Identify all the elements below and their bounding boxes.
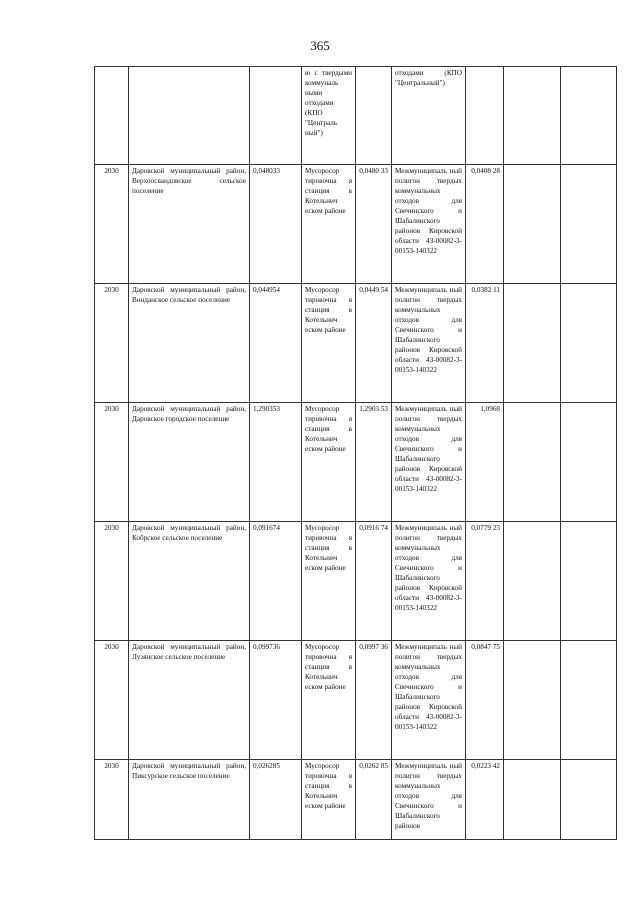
- value3-cell: 0,0779 23: [466, 522, 504, 641]
- empty-cell: [561, 403, 617, 522]
- empty-cell: [504, 165, 561, 284]
- municipality-cell: Даровской муниципальный район, Кобрское сельское поселение: [129, 522, 250, 641]
- value1-cell: 1,290353: [250, 403, 302, 522]
- landfill-cell: Межмуниципаль ный полигон твердых коммунальных отходов для Свечинского и Шабалинского районов Кировской области 43-00082-3-00153-140322: [392, 403, 466, 522]
- facility-cell: Мусоросор тировочна я станция в Котельнич еском районе: [302, 165, 356, 284]
- table-row: [95, 284, 617, 403]
- facility-cell: Мусоросор тировочна я станция в Котельнич еском районе: [302, 641, 356, 760]
- municipality-cell: Даровской муниципальный район, Вонданское сельское поселение: [129, 284, 250, 403]
- value2-cell: 0,0262 85: [356, 760, 392, 840]
- value1-cell: 0,044954: [250, 284, 302, 403]
- year-cell: 2030: [95, 284, 129, 403]
- facility-cell: Мусоросор тировочна я станция в Котельнич еском районе: [302, 760, 356, 840]
- page-number: 365: [310, 38, 330, 53]
- value1-cell: 0,099736: [250, 641, 302, 760]
- landfill-cell: Межмуниципаль ный полигон твердых коммунальных отходов для Свечинского и Шабалинского районов Кировской области 43-00082-3-00153-140322: [392, 284, 466, 403]
- landfill-cell: Межмуниципаль ный полигон твердых коммунальных отходов для Свечинского и Шабалинского районов Кировской области 43-00082-3-00153-140322: [392, 641, 466, 760]
- year-cell: 2030: [95, 522, 129, 641]
- facility-cell: Мусоросор тировочна я станция в Котельнич еском районе: [302, 522, 356, 641]
- value3-cell: 0,0223 42: [466, 760, 504, 840]
- value2-cell: 0,0997 36: [356, 641, 392, 760]
- value2-cell: 0,0449 54: [356, 284, 392, 403]
- year-cell: 2030: [95, 641, 129, 760]
- municipality-cell: Даровской муниципальный район, Лузянское сельское поселение: [129, 641, 250, 760]
- empty-cell: [561, 641, 617, 760]
- value1-cell: 0,091674: [250, 522, 302, 641]
- empty-cell: [504, 760, 561, 840]
- municipality-cell: Даровской муниципальный район, Верхоосвандовское сельское поселение: [129, 165, 250, 284]
- facility-cell: Мусоросор тировочна я станция в Котельнич еском районе: [302, 284, 356, 403]
- empty-cell: [504, 522, 561, 641]
- municipality-cell: Даровской муниципальный район, Пиксурское сельское поселение: [129, 760, 250, 840]
- value3-cell: 0,0408 28: [466, 165, 504, 284]
- landfill-cell: Межмуниципаль ный полигон твердых коммунальных отходов для Свечинского и Шабалинского районов: [392, 760, 466, 840]
- municipality-cell: Даровской муниципальный район, Даровское городское поселение: [129, 403, 250, 522]
- year-cell: 2030: [95, 403, 129, 522]
- landfill-cell: Межмуниципаль ный полигон твердых коммунальных отходов для Свечинского и Шабалинского районов Кировской области 43-00082-3-00153-140322: [392, 165, 466, 284]
- value3-cell: 0,0847 75: [466, 641, 504, 760]
- landfill-cell: Межмуниципаль ный полигон твердых коммунальных отходов для Свечинского и Шабалинского районов Кировской области 43-00082-3-00153-140322: [392, 522, 466, 641]
- year-cell: 2030: [95, 760, 129, 840]
- empty-cell: [561, 522, 617, 641]
- table-row: [95, 522, 617, 641]
- table-row: [95, 403, 617, 522]
- facility-cell: Мусоросор тировочна я станция в Котельнич еском районе: [302, 403, 356, 522]
- empty-cell: [561, 165, 617, 284]
- landfill-cell: отходами (КПО "Центральный"): [392, 67, 466, 165]
- value3-cell: 1,0968: [466, 403, 504, 522]
- facility-cell: ю с твердыми коммуналь ными отходами (КПО "Централь ный"): [302, 67, 356, 165]
- empty-cell: [561, 284, 617, 403]
- value2-cell: 0,0480 33: [356, 165, 392, 284]
- table-row-continuation: [95, 67, 617, 165]
- empty-cell: [504, 284, 561, 403]
- table-row: [95, 165, 617, 284]
- table-row: [95, 760, 617, 840]
- empty-cell: [504, 641, 561, 760]
- value2-cell: 1,2903 53: [356, 403, 392, 522]
- value1-cell: 0,048033: [250, 165, 302, 284]
- value1-cell: 0,026285: [250, 760, 302, 840]
- value2-cell: 0,0916 74: [356, 522, 392, 641]
- value3-cell: 0,0382 11: [466, 284, 504, 403]
- table-row: [95, 641, 617, 760]
- year-cell: 2030: [95, 165, 129, 284]
- empty-cell: [504, 403, 561, 522]
- empty-cell: [561, 760, 617, 840]
- waste-flow-table: [94, 66, 617, 840]
